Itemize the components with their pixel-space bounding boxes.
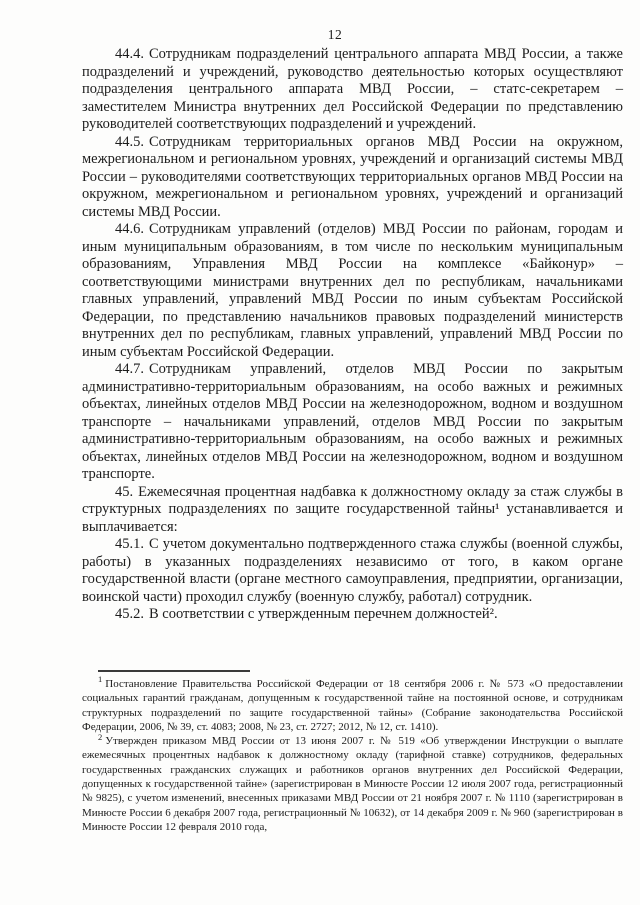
footnotes-section <box>82 670 623 834</box>
paragraph-44-5 <box>82 134 623 222</box>
paragraph-44-7 <box>82 361 623 484</box>
paragraph-number: 44.7. <box>115 361 144 377</box>
footnote-text: Постановление Правительства Российской Федерации от 18 сентября 2006 г. № 573 «О предоставлении социальных гарантий гражданам, допущенным к государственной тайне на постоянной основе, и сотрудникам структурных подразделений по защите государственной тайны» (Собрание законодательства Российской Федерации, 2006, № 39, ст. 4083; 2008, № 23, ст. 2727; 2012, № 12, ст. 1410). <box>82 678 623 733</box>
paragraph-text: Сотрудникам управлений (отделов) МВД России по районам, городам и иным муниципальным образованиям, в том числе по нескольким муниципальным образованиям, Управления МВД России на комплексе «Байконур» – соответствующими министрами внутренних дел по республикам, начальниками главных управлений, управлений МВД России по иным субъектам Российской Федерации, по представлению начальников правовых подразделений министерств внутренних дел по республикам, главных управлений, управлений МВД России по иным субъектам Российской Федерации. <box>82 221 623 360</box>
footnote-separator <box>98 670 250 672</box>
page-number: 12 <box>327 27 343 42</box>
paragraph-44-6 <box>82 221 623 361</box>
paragraph-44-4 <box>82 46 623 134</box>
paragraph-number: 45.1. <box>115 536 144 552</box>
paragraph-45 <box>82 484 623 537</box>
document-body <box>82 46 623 624</box>
footnote-marker: 2 <box>98 731 103 742</box>
paragraph-number: 45. <box>115 483 134 500</box>
footnote-marker: 1 <box>98 674 103 685</box>
paragraph-text: Сотрудникам территориальных органов МВД России на окружном, межрегиональном и региональном уровнях, учреждений и организаций системы МВД России – руководителями соответствующих территориальных органов МВД России на окружном, межрегиональном и региональном уровнях, учреждений и организаций системы МВД России. <box>82 133 623 220</box>
paragraph-text: Ежемесячная процентная надбавка к должностному окладу за стаж службы в структурных подразделениях по защите государственной тайны¹ устанавливается и выплачивается: <box>82 483 623 535</box>
paragraph-45-2 <box>82 606 623 624</box>
paragraph-number: 44.4. <box>115 46 144 62</box>
paragraph-text: Сотрудникам подразделений центрального аппарата МВД России, а также подразделений и учреждений, руководство деятельностью которых осуществляют подразделения центрального аппарата МВД России, – статс-секретарем – заместителем Министра внутренних дел Российской Федерации по представлению руководителей соответствующих подразделений и учреждений. <box>82 46 623 132</box>
footnote-1 <box>82 674 623 734</box>
paragraph-number: 45.2. <box>115 606 144 622</box>
paragraph-text: С учетом документально подтвержденного стажа службы (военной службы, работы) в указанных подразделениях независимо от того, в каком органе государственной власти (органе местного самоуправления, предприятии, организации, воинской части) проходил службу (военную службу, работал) сотрудник. <box>82 536 623 605</box>
paragraph-number: 44.5. <box>115 133 144 150</box>
paragraph-text: Сотрудникам управлений, отделов МВД России по закрытым административно-территориальным образованиям, на особо важных и режимных объектах, линейных отделов МВД России на железнодорожном, водном и воздушном транспорте – начальниками управлений, отделов МВД России по закрытым административно-территориальным образованиям, на особо важных и режимных объектах, линейных отделов МВД России на железнодорожном, водном и воздушном транспорте. <box>82 361 623 482</box>
paragraph-text: В соответствии с утвержденным перечнем должностей². <box>149 606 498 622</box>
footnote-text: Утвержден приказом МВД России от 13 июня 2007 г. № 519 «Об утверждении Инструкции о выплате ежемесячных процентных надбавок к должностному окладу (тарифной ставке) сотрудников, федеральных государственных гражданских служащих и работников органов внутренних дел Российской Федерации, допущенных к государственной тайне» (зарегистрирован в Минюсте России 12 июля 2007 года, регистрационный № 9825), с учетом изменений, внесенных приказами МВД России от 21 ноября 2007 г. № 1110 (зарегистрирован в Минюсте России 6 декабря 2007 года, регистрационный № 10632), от 14 декабря 2009 г. № 960 (зарегистрирован в Минюсте России 12 февраля 2010 года, <box>82 735 623 833</box>
paragraph-45-1 <box>82 536 623 606</box>
footnote-2 <box>82 731 623 834</box>
paragraph-number: 44.6. <box>115 221 144 237</box>
